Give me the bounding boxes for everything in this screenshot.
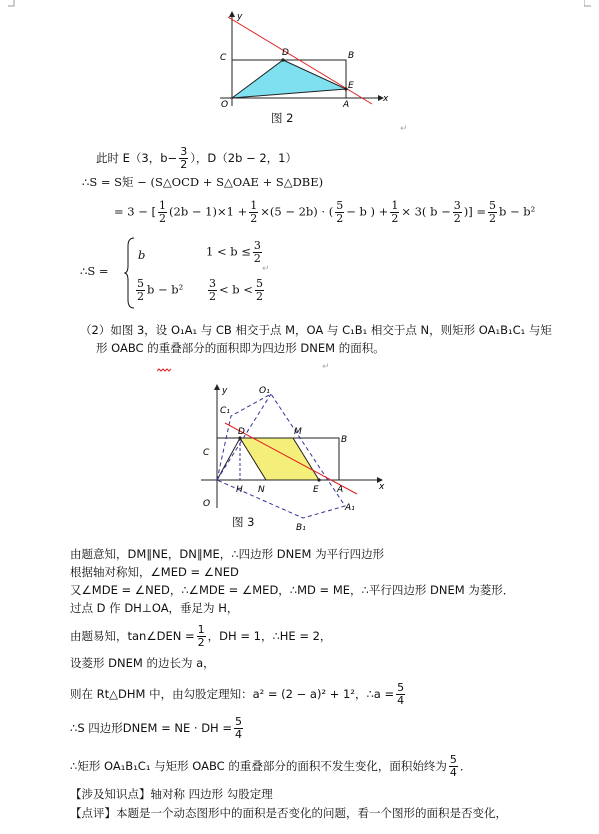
piecewise-row2-expr: $\frac{5}{2}$ b − b² — [137, 277, 184, 303]
fig3-caption: 图 3 — [232, 515, 255, 529]
fig2-caption: 图 2 — [271, 111, 294, 125]
fig2-label-y: y — [237, 12, 243, 22]
proof-line-11: 【点评】本题是一个动态图形中的面积是否变化的问题，看一个图形的面积是否变化， — [70, 806, 507, 820]
fig3-label-o1: O₁ — [259, 386, 270, 396]
fig3-label-d: D — [238, 427, 245, 437]
proof-line-2: 根据轴对称知，∠MED = ∠NED — [70, 565, 239, 579]
paragraph-mark: ↵ — [400, 124, 408, 134]
spellcheck-squiggle — [157, 368, 173, 374]
proof-line-4: 过点 D 作 DH⊥OA，垂足为 H， — [70, 601, 239, 615]
figure-2 — [200, 8, 400, 130]
fig2-label-b: B — [348, 51, 355, 61]
fig3-label-x: x — [379, 482, 385, 492]
case-coordinates-line: 此时 E（3，b− $\frac{3}{2}$ ），D（2b − 2，1） — [96, 145, 297, 171]
fig3-label-o: O — [203, 499, 211, 509]
fig3-label-c1: C₁ — [220, 406, 230, 416]
corner-mark-left — [8, 0, 15, 7]
fig2-label-d: D — [282, 48, 289, 58]
area-calculation-line: = 3 − [ $\frac{1}{2}$ (2b − 1)×1 + $\frac{1}{2}$ ×(5 − 2b) · ( $\frac{5}{2}$ − b ) + $\frac{1}{2}$ × 3( b − $\frac{3}{2}$ )] = $\frac{5}{2}$ b − b² — [114, 199, 536, 225]
paragraph-mark: ↵ — [262, 264, 270, 274]
piecewise-row1-expr: b — [138, 248, 146, 262]
fig3-label-y: y — [222, 386, 228, 396]
fig3-label-b: B — [341, 435, 348, 445]
fig2-label-x: x — [383, 94, 389, 104]
fig3-label-a: A — [337, 485, 344, 495]
fig3-label-e: E — [313, 485, 319, 495]
fig3-label-c: C — [203, 448, 210, 458]
proof-line-1: 由题意知，DM∥NE，DN∥ME，∴四边形 DNEM 为平行四边形 — [70, 547, 385, 561]
proof-line-5: 由题易知，tan∠DEN = $\frac{1}{2}$ ，DH = 1，∴HE = 2， — [70, 623, 332, 649]
figure-3 — [195, 380, 395, 532]
fig2-label-e: E — [348, 81, 354, 91]
area-formula-line: ∴S = S矩 − (S△OCD + S△OAE + S△DBE) — [82, 175, 324, 189]
fig3-label-m: M — [294, 427, 302, 437]
proof-line-8: ∴S 四边形DNEM = NE · DH = $\frac{5}{4}$ — [70, 715, 242, 741]
paragraph-mark: ↵ — [322, 362, 330, 372]
fig3-label-b1: B₁ — [296, 523, 306, 532]
proof-line-10: 【涉及知识点】轴对称 四边形 勾股定理 — [70, 787, 273, 801]
fig3-label-h: H — [236, 485, 243, 495]
corner-mark-right — [584, 0, 591, 7]
piecewise-lhs: ∴S = — [80, 264, 109, 278]
fig2-label-a: A — [343, 100, 350, 110]
part2-line2: 形 OABC 的重叠部分的面积即为四边形 DNEM 的面积。 — [96, 341, 385, 355]
part2-line1: （2）如图 3，设 O₁A₁ 与 CB 相交于点 M，OA 与 C₁B₁ 相交于点 N，则矩形 OA₁B₁C₁ 与矩 — [80, 323, 552, 337]
fig2-label-c: C — [220, 53, 227, 63]
fig3-label-n: N — [258, 485, 265, 495]
proof-line-6: 设菱形 DNEM 的边长为 a， — [70, 656, 215, 670]
proof-line-9: ∴矩形 OA₁B₁C₁ 与矩形 OABC 的重叠部分的面积不发生变化，面积始终为 $\frac{5}{4}$ ． — [70, 753, 472, 779]
piecewise-row1-cond: 1 < b ≤ $\frac{3}{2}$ — [206, 239, 261, 265]
proof-line-3: 又∠MDE = ∠NED，∴∠MDE = ∠MED，∴MD = ME，∴平行四边形 DNEM 为菱形． — [70, 583, 515, 597]
proof-line-7: 则在 Rt△DHM 中，由勾股定理知：a² = (2 − a)² + 1²，∴a = $\frac{5}{4}$ — [70, 681, 405, 707]
piecewise-row2-cond: $\frac{3}{2}$ < b < $\frac{5}{2}$ — [209, 277, 263, 303]
fig3-label-a1: A₁ — [345, 503, 355, 513]
fig2-label-o: O — [221, 100, 229, 110]
